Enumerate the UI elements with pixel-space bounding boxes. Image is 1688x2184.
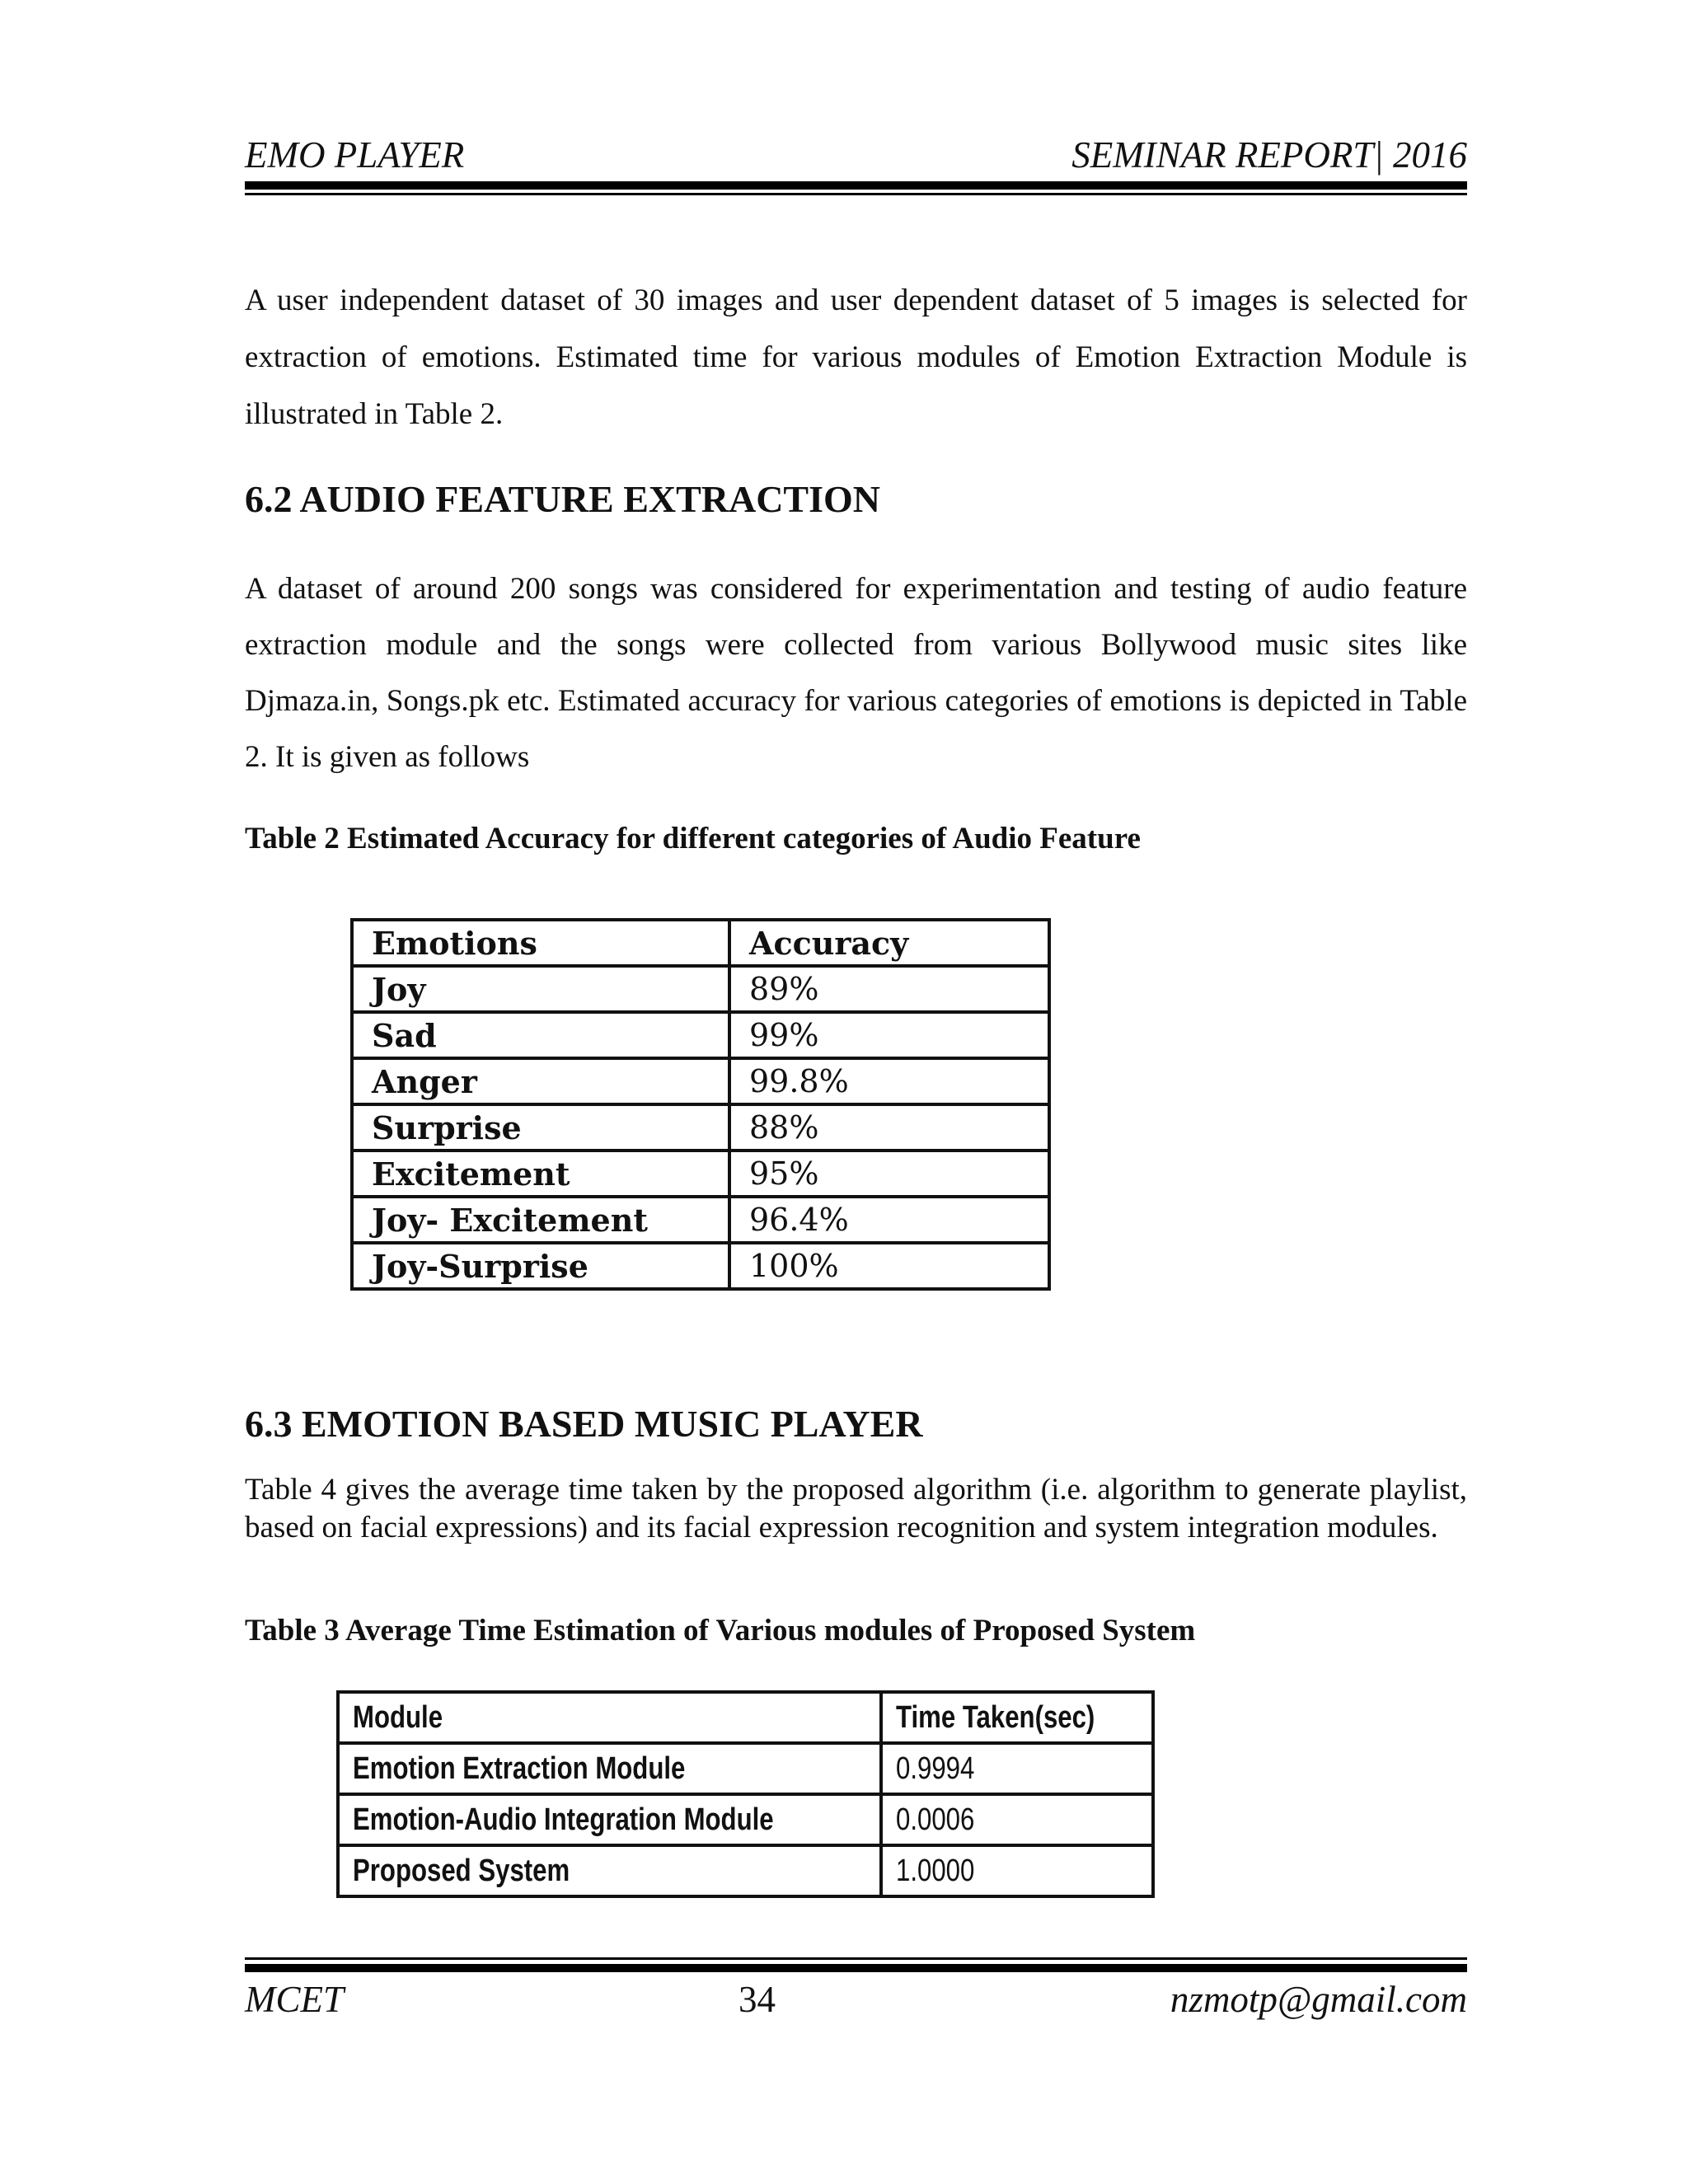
header-report-year: SEMINAR REPORT| 2016 [1071,134,1467,176]
intro-paragraph: A user independent dataset of 30 images and user dependent dataset of 5 images is selected for extraction of emotions. Estimated time for various modules of Emotion Extraction Module is illustrated in Table 2. [245,284,1467,431]
table-cell: 95% [729,1151,1049,1197]
table-cell: Joy [352,966,729,1012]
footer-rule-thick [245,1964,1467,1972]
page-number: 34 [738,1979,776,2020]
table-row [352,1243,1049,1289]
music-player-paragraph: Table 4 gives the average time taken by the proposed algorithm (i.e. algorithm to generate playlist, based on facial expressions) and its facial expression recognition and system integration modules. [245,1473,1467,1544]
table-cell [338,1743,881,1794]
table-header-cell: Emotions [352,920,729,966]
table-cell: Joy- Excitement [352,1197,729,1243]
table-row [352,1104,1049,1151]
page-footer [245,1976,1467,2022]
table-header-text: Module [353,1699,443,1735]
table-header-row [352,920,1049,966]
table-cell-text: 0.9994 [895,1750,975,1786]
table-row [338,1743,1153,1794]
table-cell: 100% [729,1243,1049,1289]
table-row [338,1845,1153,1896]
table-cell: Excitement [352,1151,729,1197]
time-estimation-table [336,1690,1155,1898]
table-cell-text: 0.0006 [895,1802,975,1837]
table-cell: Joy-Surprise [352,1243,729,1289]
table-cell: Surprise [352,1104,729,1151]
table-cell-text: Emotion-Audio Integration Module [353,1802,774,1837]
section-heading-6-2: 6.2 AUDIO FEATURE EXTRACTION [245,478,881,520]
table-header-cell [338,1692,881,1743]
table-cell: Sad [352,1012,729,1058]
table-row [338,1794,1153,1845]
footer-institution: MCET [245,1979,345,2020]
table-row [352,1197,1049,1243]
section-heading-6-3: 6.3 EMOTION BASED MUSIC PLAYER [245,1403,923,1445]
table-cell-text: Emotion Extraction Module [353,1750,686,1786]
header-rule-thin [245,193,1467,195]
table-cell: 96.4% [729,1197,1049,1243]
table-cell: 99% [729,1012,1049,1058]
table-cell [881,1794,1153,1845]
header-title: EMO PLAYER [245,134,465,176]
table-cell [881,1743,1153,1794]
table-cell-text: Proposed System [353,1853,570,1888]
table3-caption: Table 3 Average Time Estimation of Various modules of Proposed System [245,1614,1196,1647]
table-header-cell: Accuracy [729,920,1049,966]
table-header-text: Time Taken(sec) [895,1699,1095,1735]
table-cell [338,1845,881,1896]
table-cell-text: 1.0000 [895,1853,975,1888]
table-row [352,1151,1049,1197]
footer-email: nzmotp@gmail.com [1170,1979,1467,2020]
table-row [352,1058,1049,1104]
table-header-cell [881,1692,1153,1743]
accuracy-table [350,918,1051,1291]
table2-caption: Table 2 Estimated Accuracy for different categories of Audio Feature [245,822,1141,855]
footer-rule-thin [245,1957,1467,1960]
page-header [245,132,1467,178]
header-rule-thick [245,181,1467,190]
table-cell: 88% [729,1104,1049,1151]
table-row [352,966,1049,1012]
table-header-row [338,1692,1153,1743]
audio-feature-paragraph: A dataset of around 200 songs was considered for experimentation and testing of audio feature extraction module and the songs were collected from various Bollywood music sites like Djmaza.in, Songs.pk etc. Estimated accuracy for various categories of emotions is depicted in Table 2. It is given as follows [245,572,1467,774]
table-cell: 89% [729,966,1049,1012]
table-cell [881,1845,1153,1896]
table-row [352,1012,1049,1058]
table-cell: 99.8% [729,1058,1049,1104]
table-cell: Anger [352,1058,729,1104]
table-cell [338,1794,881,1845]
